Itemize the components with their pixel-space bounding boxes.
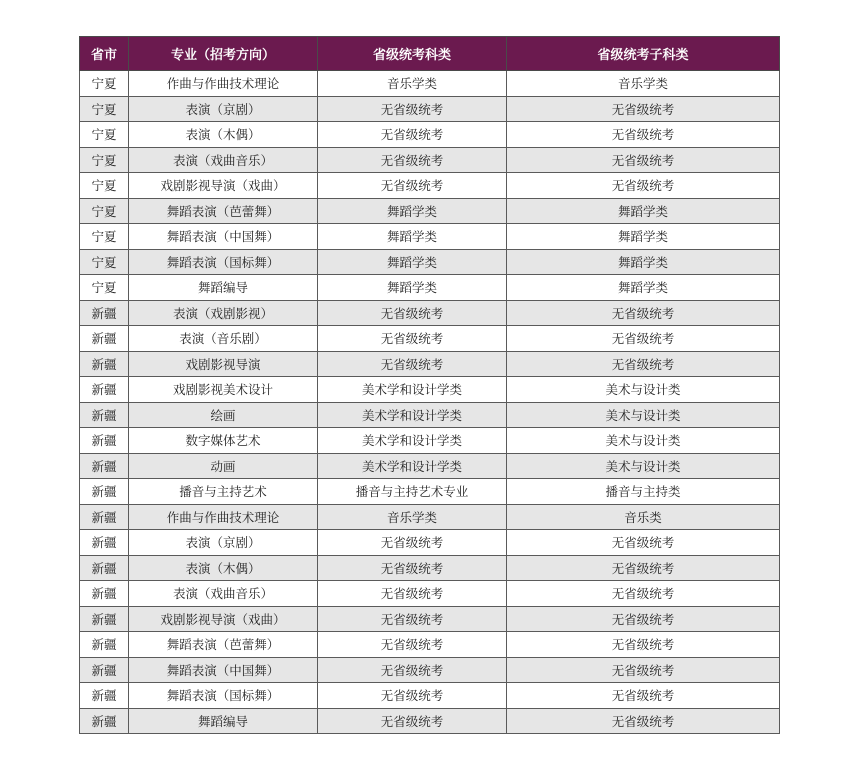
cell-province: 宁夏	[80, 147, 129, 173]
cell-major: 舞蹈表演（国标舞）	[129, 683, 318, 709]
cell-exam-subcategory: 舞蹈学类	[507, 224, 780, 250]
cell-major: 绘画	[129, 402, 318, 428]
cell-exam-subcategory: 无省级统考	[507, 122, 780, 148]
cell-exam-category: 无省级统考	[318, 173, 507, 199]
table-row	[80, 402, 780, 428]
table-row	[80, 683, 780, 709]
cell-major: 舞蹈表演（中国舞）	[129, 657, 318, 683]
cell-exam-category: 无省级统考	[318, 122, 507, 148]
cell-major: 戏剧影视导演	[129, 351, 318, 377]
table-row	[80, 326, 780, 352]
cell-province: 新疆	[80, 351, 129, 377]
cell-province: 新疆	[80, 504, 129, 530]
table-row	[80, 71, 780, 97]
cell-major: 戏剧影视美术设计	[129, 377, 318, 403]
cell-exam-subcategory: 无省级统考	[507, 708, 780, 734]
cell-province: 新疆	[80, 530, 129, 556]
cell-exam-category: 无省级统考	[318, 606, 507, 632]
table-row	[80, 96, 780, 122]
table-row	[80, 555, 780, 581]
cell-exam-subcategory: 无省级统考	[507, 96, 780, 122]
cell-exam-subcategory: 音乐类	[507, 504, 780, 530]
cell-exam-subcategory: 美术与设计类	[507, 377, 780, 403]
table-row	[80, 606, 780, 632]
cell-exam-subcategory: 无省级统考	[507, 606, 780, 632]
cell-exam-category: 舞蹈学类	[318, 224, 507, 250]
header-province: 省市	[80, 37, 129, 71]
header-exam-subcategory: 省级统考子科类	[507, 37, 780, 71]
table-body	[80, 71, 780, 734]
cell-exam-subcategory: 无省级统考	[507, 683, 780, 709]
cell-exam-category: 播音与主持艺术专业	[318, 479, 507, 505]
cell-major: 舞蹈表演（国标舞）	[129, 249, 318, 275]
cell-exam-category: 无省级统考	[318, 657, 507, 683]
cell-major: 作曲与作曲技术理论	[129, 504, 318, 530]
cell-province: 新疆	[80, 428, 129, 454]
cell-exam-category: 音乐学类	[318, 71, 507, 97]
cell-major: 动画	[129, 453, 318, 479]
cell-major: 舞蹈编导	[129, 708, 318, 734]
cell-major: 表演（京剧）	[129, 530, 318, 556]
cell-province: 新疆	[80, 326, 129, 352]
cell-exam-category: 无省级统考	[318, 530, 507, 556]
cell-province: 新疆	[80, 606, 129, 632]
cell-major: 表演（戏曲音乐）	[129, 147, 318, 173]
cell-major: 表演（戏曲音乐）	[129, 581, 318, 607]
cell-province: 宁夏	[80, 275, 129, 301]
cell-province: 新疆	[80, 300, 129, 326]
cell-major: 表演（京剧）	[129, 96, 318, 122]
cell-exam-subcategory: 美术与设计类	[507, 428, 780, 454]
cell-exam-category: 无省级统考	[318, 147, 507, 173]
table-row	[80, 479, 780, 505]
cell-province: 新疆	[80, 683, 129, 709]
cell-exam-subcategory: 舞蹈学类	[507, 249, 780, 275]
table-header-row	[80, 37, 780, 71]
admissions-table-container	[79, 36, 779, 734]
cell-major: 表演（戏剧影视）	[129, 300, 318, 326]
cell-exam-subcategory: 无省级统考	[507, 173, 780, 199]
cell-province: 新疆	[80, 402, 129, 428]
table-row	[80, 530, 780, 556]
cell-exam-category: 美术学和设计学类	[318, 428, 507, 454]
header-major: 专业（招考方向）	[129, 37, 318, 71]
cell-major: 数字媒体艺术	[129, 428, 318, 454]
cell-province: 宁夏	[80, 224, 129, 250]
cell-province: 新疆	[80, 581, 129, 607]
cell-exam-category: 无省级统考	[318, 96, 507, 122]
cell-exam-subcategory: 播音与主持类	[507, 479, 780, 505]
table-row	[80, 147, 780, 173]
cell-major: 表演（木偶）	[129, 122, 318, 148]
cell-exam-category: 美术学和设计学类	[318, 402, 507, 428]
table-row	[80, 275, 780, 301]
table-row	[80, 428, 780, 454]
cell-exam-category: 美术学和设计学类	[318, 453, 507, 479]
admissions-table	[79, 36, 780, 734]
cell-exam-subcategory: 舞蹈学类	[507, 198, 780, 224]
cell-province: 新疆	[80, 479, 129, 505]
cell-province: 新疆	[80, 708, 129, 734]
table-row	[80, 504, 780, 530]
cell-major: 表演（音乐剧）	[129, 326, 318, 352]
cell-major: 舞蹈表演（芭蕾舞）	[129, 198, 318, 224]
cell-province: 宁夏	[80, 96, 129, 122]
cell-province: 新疆	[80, 632, 129, 658]
cell-province: 宁夏	[80, 71, 129, 97]
cell-exam-category: 舞蹈学类	[318, 249, 507, 275]
cell-exam-category: 无省级统考	[318, 351, 507, 377]
cell-major: 舞蹈表演（中国舞）	[129, 224, 318, 250]
cell-exam-category: 无省级统考	[318, 326, 507, 352]
cell-exam-category: 无省级统考	[318, 555, 507, 581]
cell-exam-category: 美术学和设计学类	[318, 377, 507, 403]
cell-major: 表演（木偶）	[129, 555, 318, 581]
cell-exam-category: 音乐学类	[318, 504, 507, 530]
table-row	[80, 377, 780, 403]
cell-exam-subcategory: 无省级统考	[507, 657, 780, 683]
cell-exam-subcategory: 无省级统考	[507, 632, 780, 658]
cell-province: 新疆	[80, 555, 129, 581]
cell-exam-subcategory: 无省级统考	[507, 326, 780, 352]
table-row	[80, 300, 780, 326]
table-row	[80, 657, 780, 683]
cell-province: 宁夏	[80, 173, 129, 199]
cell-exam-subcategory: 美术与设计类	[507, 453, 780, 479]
cell-exam-subcategory: 无省级统考	[507, 581, 780, 607]
cell-exam-subcategory: 舞蹈学类	[507, 275, 780, 301]
table-row	[80, 249, 780, 275]
cell-province: 新疆	[80, 453, 129, 479]
table-row	[80, 224, 780, 250]
cell-province: 宁夏	[80, 122, 129, 148]
table-row	[80, 581, 780, 607]
cell-exam-category: 无省级统考	[318, 581, 507, 607]
table-row	[80, 173, 780, 199]
cell-major: 作曲与作曲技术理论	[129, 71, 318, 97]
cell-exam-subcategory: 美术与设计类	[507, 402, 780, 428]
header-exam-category: 省级统考科类	[318, 37, 507, 71]
cell-major: 戏剧影视导演（戏曲）	[129, 606, 318, 632]
cell-exam-category: 无省级统考	[318, 300, 507, 326]
cell-exam-subcategory: 无省级统考	[507, 300, 780, 326]
cell-major: 舞蹈表演（芭蕾舞）	[129, 632, 318, 658]
cell-exam-subcategory: 无省级统考	[507, 147, 780, 173]
cell-province: 新疆	[80, 377, 129, 403]
table-row	[80, 198, 780, 224]
cell-province: 宁夏	[80, 198, 129, 224]
table-row	[80, 632, 780, 658]
cell-major: 播音与主持艺术	[129, 479, 318, 505]
cell-major: 戏剧影视导演（戏曲）	[129, 173, 318, 199]
cell-exam-category: 无省级统考	[318, 632, 507, 658]
cell-province: 新疆	[80, 657, 129, 683]
cell-exam-category: 舞蹈学类	[318, 275, 507, 301]
cell-exam-category: 舞蹈学类	[318, 198, 507, 224]
cell-exam-subcategory: 无省级统考	[507, 530, 780, 556]
table-row	[80, 122, 780, 148]
cell-exam-category: 无省级统考	[318, 683, 507, 709]
cell-exam-subcategory: 无省级统考	[507, 555, 780, 581]
cell-major: 舞蹈编导	[129, 275, 318, 301]
table-row	[80, 351, 780, 377]
cell-exam-subcategory: 无省级统考	[507, 351, 780, 377]
table-row	[80, 708, 780, 734]
table-row	[80, 453, 780, 479]
cell-exam-category: 无省级统考	[318, 708, 507, 734]
cell-province: 宁夏	[80, 249, 129, 275]
cell-exam-subcategory: 音乐学类	[507, 71, 780, 97]
